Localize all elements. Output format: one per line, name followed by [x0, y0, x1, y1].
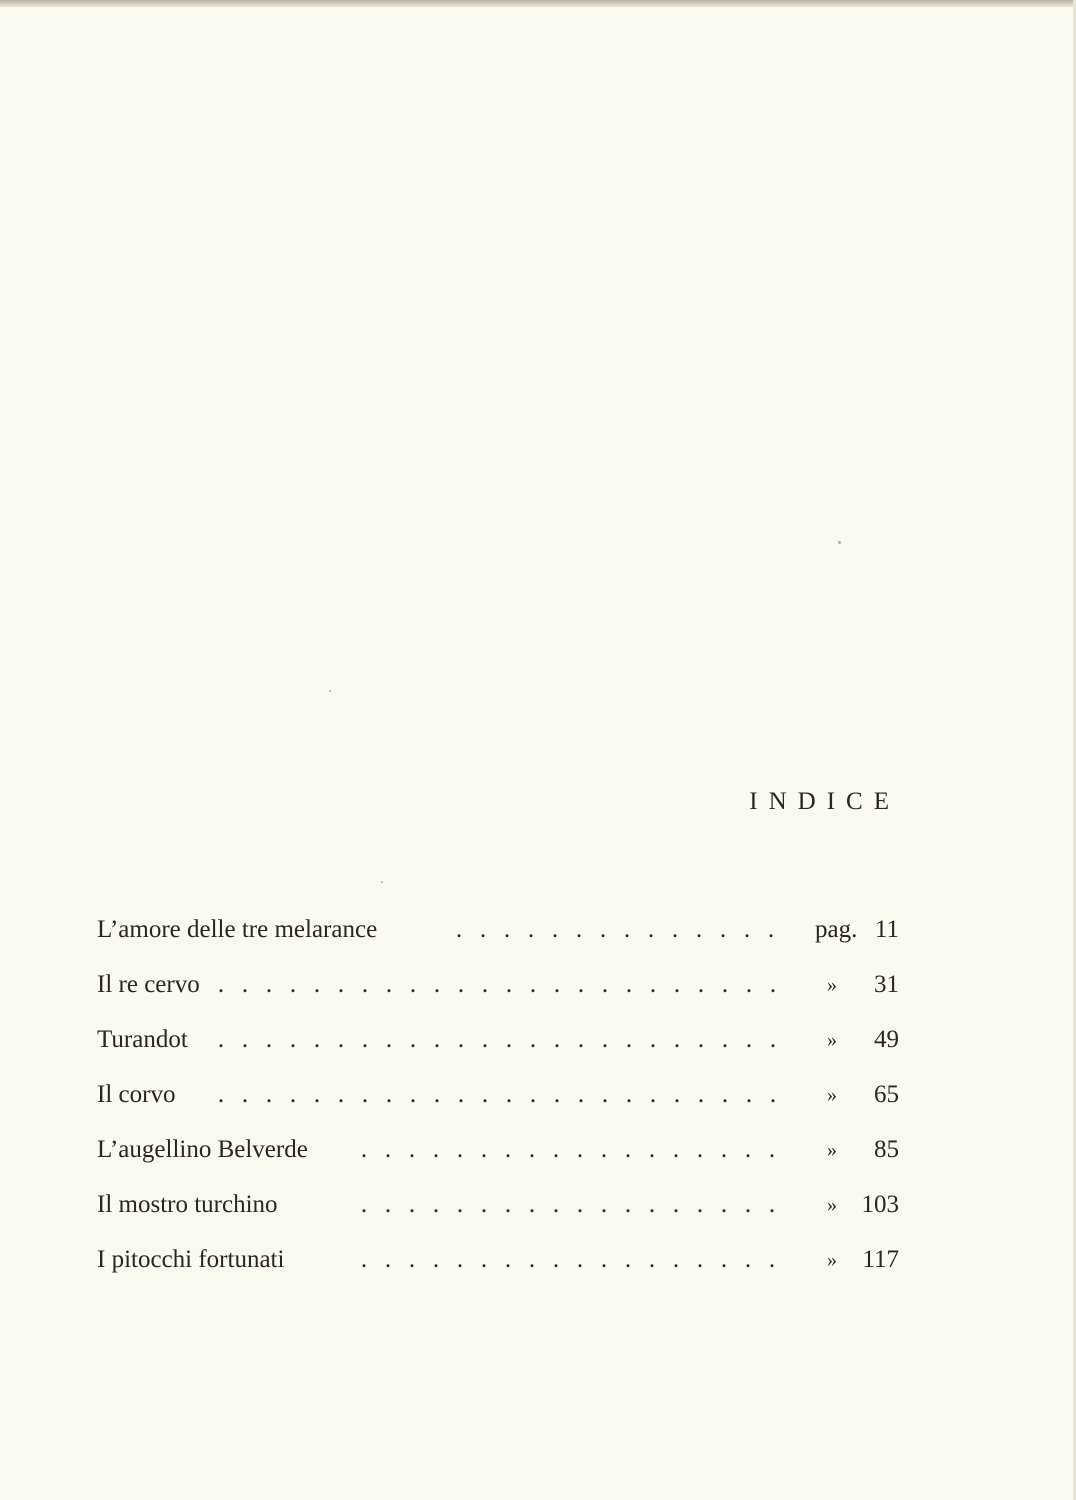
toc-page-number: 65 [874, 1081, 899, 1108]
leader-dot: . [745, 1026, 753, 1053]
leader-dot: . [384, 1136, 392, 1163]
leader-dot: . [505, 971, 513, 998]
leader-dot: . [528, 1191, 536, 1218]
toc-page-number: 11 [874, 916, 899, 943]
leader-dot: . [696, 1191, 704, 1218]
leader-dot: . [673, 1026, 681, 1053]
leader-dot: . [241, 1081, 249, 1108]
leader-dot: . [480, 1246, 488, 1273]
leader-dot: . [551, 916, 559, 943]
leader-dot: . [625, 1081, 633, 1108]
leader-dot: . [648, 1136, 656, 1163]
toc-entry[interactable] [97, 1238, 899, 1293]
leader-dot: . [505, 1026, 513, 1053]
leader-dot: . [313, 971, 321, 998]
leader-dot: . [553, 1026, 561, 1053]
leader-dot: . [361, 971, 369, 998]
leader-dot: . [432, 1191, 440, 1218]
leader-dot: . [265, 971, 273, 998]
leader-dot: . [576, 1136, 584, 1163]
leader-dot: . [553, 1081, 561, 1108]
leader-dot: . [337, 1081, 345, 1108]
paper-speck [838, 541, 841, 544]
leader-dot: . [457, 971, 465, 998]
leader-dot: . [600, 1136, 608, 1163]
toc-leader-dots [209, 1018, 799, 1062]
leader-dot: . [600, 1246, 608, 1273]
leader-dot: . [503, 916, 511, 943]
leader-dot: . [360, 1136, 368, 1163]
leader-dot: . [457, 1026, 465, 1053]
toc-page-number: 103 [861, 1191, 899, 1218]
leader-dot: . [217, 1081, 225, 1108]
leader-dot: . [695, 916, 703, 943]
leader-dot: . [576, 1246, 584, 1273]
table-of-contents [97, 908, 899, 1293]
leader-dot: . [697, 971, 705, 998]
toc-leader-dots [209, 963, 799, 1007]
toc-page-number: 31 [874, 971, 899, 998]
leader-dot: . [601, 1026, 609, 1053]
leader-dot: . [385, 971, 393, 998]
toc-leader-dots [352, 1183, 799, 1227]
toc-entry-title: I pitocchi fortunati [97, 1246, 285, 1273]
leader-dot: . [265, 1026, 273, 1053]
leader-dot: . [360, 1246, 368, 1273]
toc-ditto-marker: » [827, 1084, 837, 1106]
toc-entry-title: Il corvo [97, 1081, 176, 1108]
leader-dot: . [769, 1026, 777, 1053]
leader-dot: . [456, 1136, 464, 1163]
leader-dot: . [624, 1136, 632, 1163]
paper-speck [381, 881, 383, 883]
toc-ditto-marker: » [827, 974, 837, 996]
leader-dot: . [624, 1246, 632, 1273]
leader-dot: . [768, 1246, 776, 1273]
toc-leader-dots [447, 908, 799, 952]
leader-dot: . [361, 1026, 369, 1053]
leader-dot: . [721, 971, 729, 998]
leader-dot: . [720, 1136, 728, 1163]
leader-dot: . [673, 971, 681, 998]
leader-dot: . [697, 1081, 705, 1108]
leader-dot: . [673, 1081, 681, 1108]
leader-dot: . [433, 971, 441, 998]
leader-dot: . [529, 1026, 537, 1053]
leader-dot: . [696, 1246, 704, 1273]
leader-dot: . [720, 1191, 728, 1218]
leader-dot: . [480, 1191, 488, 1218]
toc-ditto-marker: » [827, 1249, 837, 1271]
leader-dot: . [649, 1081, 657, 1108]
leader-dot: . [241, 1026, 249, 1053]
leader-dot: . [385, 1081, 393, 1108]
toc-entry[interactable] [97, 1128, 899, 1183]
leader-dot: . [768, 1136, 776, 1163]
leader-dot: . [384, 1246, 392, 1273]
page-top-edge [0, 0, 1076, 7]
leader-dot: . [767, 916, 775, 943]
leader-dot: . [504, 1136, 512, 1163]
paper-speck [329, 690, 331, 692]
leader-dot: . [529, 1081, 537, 1108]
leader-dot: . [456, 1246, 464, 1273]
leader-dot: . [624, 1191, 632, 1218]
leader-dot: . [744, 1191, 752, 1218]
toc-entry[interactable] [97, 1018, 899, 1073]
leader-dot: . [625, 971, 633, 998]
leader-dot: . [743, 916, 751, 943]
leader-dot: . [528, 1246, 536, 1273]
leader-dot: . [289, 1026, 297, 1053]
leader-dot: . [529, 971, 537, 998]
toc-leader-dots [352, 1238, 799, 1282]
toc-page-marker: pag. [815, 916, 858, 943]
toc-entry-title: Il mostro turchino [97, 1191, 278, 1218]
leader-dot: . [672, 1246, 680, 1273]
toc-entry[interactable] [97, 1073, 899, 1128]
leader-dot: . [433, 1081, 441, 1108]
leader-dot: . [576, 1191, 584, 1218]
leader-dot: . [289, 971, 297, 998]
toc-entry[interactable] [97, 908, 899, 963]
leader-dot: . [360, 1191, 368, 1218]
toc-entry-title: Il re cervo [97, 971, 200, 998]
leader-dot: . [649, 971, 657, 998]
leader-dot: . [408, 1246, 416, 1273]
toc-entry[interactable] [97, 963, 899, 1018]
toc-leader-dots [209, 1073, 799, 1117]
leader-dot: . [552, 1136, 560, 1163]
leader-dot: . [577, 1026, 585, 1053]
toc-page-number: 117 [862, 1246, 899, 1273]
leader-dot: . [577, 971, 585, 998]
leader-dot: . [408, 1191, 416, 1218]
toc-page-number: 85 [874, 1136, 899, 1163]
leader-dot: . [601, 971, 609, 998]
leader-dot: . [696, 1136, 704, 1163]
leader-dot: . [456, 1191, 464, 1218]
leader-dot: . [768, 1191, 776, 1218]
leader-dot: . [552, 1191, 560, 1218]
leader-dot: . [745, 971, 753, 998]
leader-dot: . [337, 1026, 345, 1053]
leader-dot: . [697, 1026, 705, 1053]
toc-entry-title: L’amore delle tre melarance [97, 916, 378, 943]
leader-dot: . [313, 1026, 321, 1053]
leader-dot: . [672, 1136, 680, 1163]
leader-dot: . [313, 1081, 321, 1108]
leader-dot: . [647, 916, 655, 943]
leader-dot: . [721, 1026, 729, 1053]
leader-dot: . [552, 1246, 560, 1273]
leader-dot: . [455, 916, 463, 943]
leader-dot: . [720, 1246, 728, 1273]
leader-dot: . [671, 916, 679, 943]
leader-dot: . [433, 1026, 441, 1053]
leader-dot: . [528, 1136, 536, 1163]
leader-dot: . [479, 916, 487, 943]
leader-dot: . [504, 1246, 512, 1273]
leader-dot: . [721, 1081, 729, 1108]
leader-dot: . [409, 1026, 417, 1053]
leader-dot: . [744, 1136, 752, 1163]
toc-leader-dots [352, 1128, 799, 1172]
leader-dot: . [384, 1191, 392, 1218]
toc-entry-title: Turandot [97, 1026, 188, 1053]
leader-dot: . [745, 1081, 753, 1108]
leader-dot: . [480, 1136, 488, 1163]
leader-dot: . [504, 1191, 512, 1218]
leader-dot: . [432, 1136, 440, 1163]
leader-dot: . [672, 1191, 680, 1218]
leader-dot: . [289, 1081, 297, 1108]
leader-dot: . [769, 971, 777, 998]
leader-dot: . [385, 1026, 393, 1053]
leader-dot: . [553, 971, 561, 998]
leader-dot: . [408, 1136, 416, 1163]
toc-page-number: 49 [874, 1026, 899, 1053]
toc-ditto-marker: » [827, 1139, 837, 1161]
leader-dot: . [649, 1026, 657, 1053]
toc-entry[interactable] [97, 1183, 899, 1238]
leader-dot: . [481, 971, 489, 998]
leader-dot: . [601, 1081, 609, 1108]
leader-dot: . [241, 971, 249, 998]
leader-dot: . [457, 1081, 465, 1108]
leader-dot: . [648, 1246, 656, 1273]
leader-dot: . [265, 1081, 273, 1108]
leader-dot: . [600, 1191, 608, 1218]
toc-ditto-marker: » [827, 1029, 837, 1051]
leader-dot: . [577, 1081, 585, 1108]
leader-dot: . [575, 916, 583, 943]
toc-ditto-marker: » [827, 1194, 837, 1216]
leader-dot: . [527, 916, 535, 943]
leader-dot: . [217, 1026, 225, 1053]
leader-dot: . [648, 1191, 656, 1218]
leader-dot: . [481, 1026, 489, 1053]
leader-dot: . [217, 971, 225, 998]
leader-dot: . [769, 1081, 777, 1108]
leader-dot: . [481, 1081, 489, 1108]
leader-dot: . [361, 1081, 369, 1108]
leader-dot: . [409, 1081, 417, 1108]
leader-dot: . [625, 1026, 633, 1053]
leader-dot: . [719, 916, 727, 943]
leader-dot: . [432, 1246, 440, 1273]
leader-dot: . [337, 971, 345, 998]
leader-dot: . [505, 1081, 513, 1108]
toc-entry-title: L’augellino Belverde [97, 1136, 308, 1163]
page-title: INDICE [749, 788, 900, 815]
leader-dot: . [409, 971, 417, 998]
leader-dot: . [599, 916, 607, 943]
leader-dot: . [623, 916, 631, 943]
leader-dot: . [744, 1246, 752, 1273]
